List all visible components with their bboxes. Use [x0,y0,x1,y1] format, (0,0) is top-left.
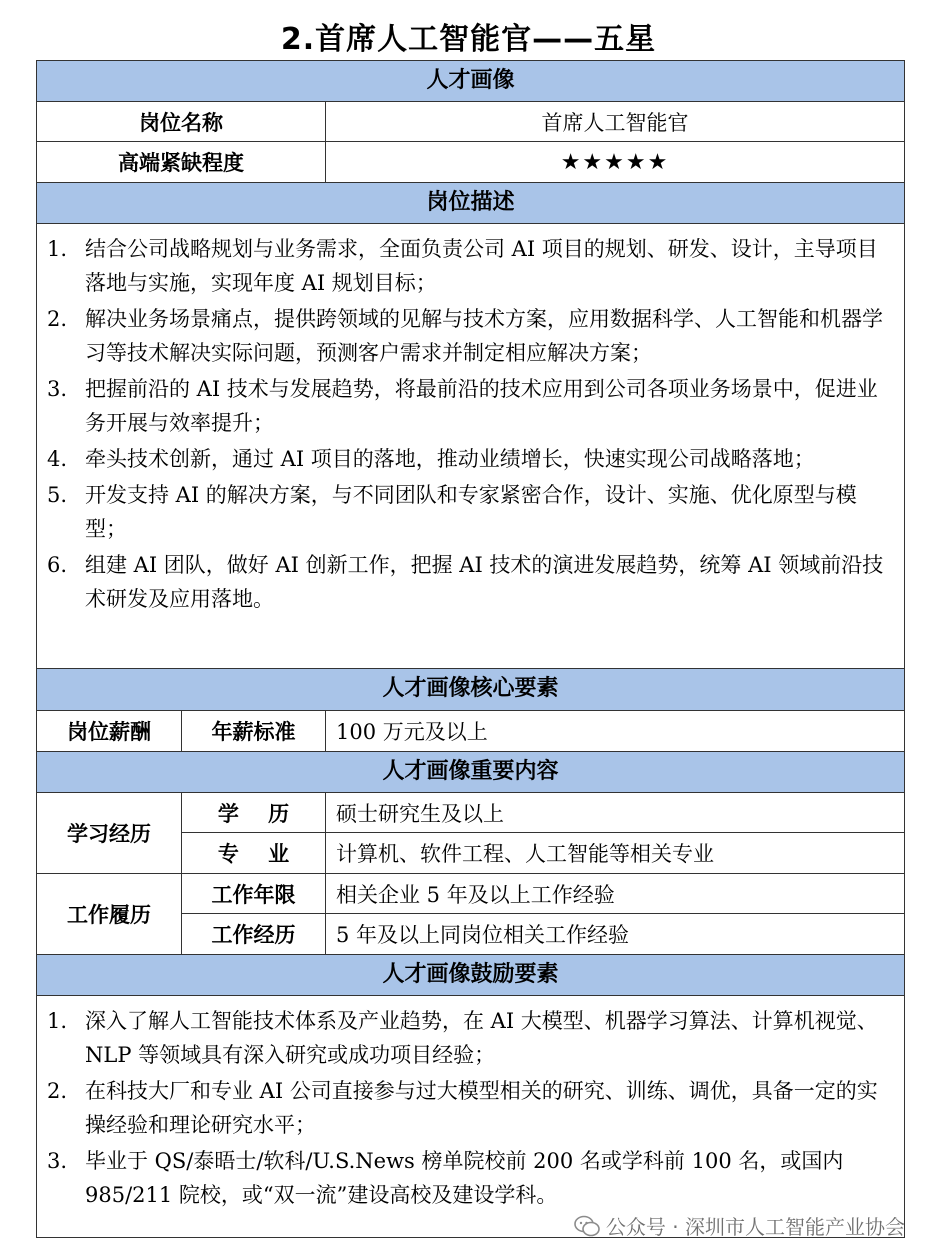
list-item: 5. 开发支持 AI 的解决方案，与不同团队和专家紧密合作，设计、实施、优化原型与模型； [47,483,857,541]
list-item: 6. 组建 AI 团队，做好 AI 创新工作，把握 AI 技术的演进发展趋势，统筹 AI 领域前沿技术研发及应用落地。 [47,553,884,611]
watermark [574,1211,905,1240]
work-label: 工作履历 [37,874,182,954]
work-block [37,874,904,955]
position-value: 首席人工智能官 [541,110,689,135]
salary-label: 岗位薪酬 [37,711,182,751]
salary-value: 100 万元及以上 [336,720,488,744]
experience-value: 5 年及以上同岗位相关工作经验 [336,923,630,947]
list-item: 4. 牵头技术创新，通过 AI 项目的落地，推动业绩增长，快速实现公司战略落地； [47,447,815,471]
list-item: 1. 深入了解人工智能技术体系及产业趋势，在 AI 大模型、机器学习算法、计算机视觉、NLP 等领域具有深入研究或成功项目经验； [47,1009,878,1067]
description-band: 岗位描述 [37,183,904,224]
list-item: 2. 解决业务场景痛点，提供跨领域的见解与技术方案，应用数据科学、人工智能和机器学习等技术解决实际问题，预测客户需求并制定相应解决方案； [47,307,883,365]
study-label: 学习经历 [37,793,182,873]
degree-row [182,793,904,833]
position-row [37,102,904,142]
major-row [182,833,904,873]
wechat-icon [574,1215,600,1237]
bonus-band: 人才画像鼓励要素 [37,955,904,996]
scarcity-stars: ★★★★★ [560,149,670,175]
experience-label: 工作经历 [182,914,326,954]
position-label: 岗位名称 [37,102,326,141]
description-list [37,224,904,618]
bonus-list [37,996,904,1214]
talent-profile-table [36,60,905,1238]
major-value: 计算机、软件工程、人工智能等相关专业 [336,842,714,866]
list-item: 3. 把握前沿的 AI 技术与发展趋势，将最前沿的技术应用到公司各项业务场景中，促进业务开展与效率提升； [47,377,878,435]
study-block [37,793,904,874]
years-row [182,874,904,914]
profile-band: 人才画像 [37,61,904,102]
list-item: 2. 在科技大厂和专业 AI 公司直接参与过大模型相关的研究、训练、调优，具备一定的实操经验和理论研究水平； [47,1079,878,1137]
years-label: 工作年限 [182,874,326,913]
watermark-text: 公众号 · 深圳市人工智能产业协会 [605,1215,905,1239]
experience-row [182,914,904,954]
major-label: 专 业 [182,833,326,873]
scarcity-label: 高端紧缺程度 [37,142,326,182]
degree-value: 硕士研究生及以上 [336,801,504,826]
list-item: 1. 结合公司战略规划与业务需求，全面负责公司 AI 项目的规划、研发、设计，主导项目落地与实施，实现年度 AI 规划目标； [47,237,878,295]
years-value: 相关企业 5 年及以上工作经验 [336,882,615,907]
degree-label: 学 历 [182,793,326,832]
salary-sub-label: 年薪标准 [182,711,326,751]
salary-row [37,711,904,752]
scarcity-row [37,142,904,183]
description-list-cell [37,224,904,669]
page-title: 2.首席人工智能官——五星 [280,22,657,57]
important-band: 人才画像重要内容 [37,752,904,793]
list-item: 3. 毕业于 QS/泰晤士/软科/U.S.News 榜单院校前 200 名或学科前 100 名，或国内 985/211 院校，或“双一流”建设高校及建设学科。 [47,1149,844,1207]
core-band: 人才画像核心要素 [37,669,904,711]
